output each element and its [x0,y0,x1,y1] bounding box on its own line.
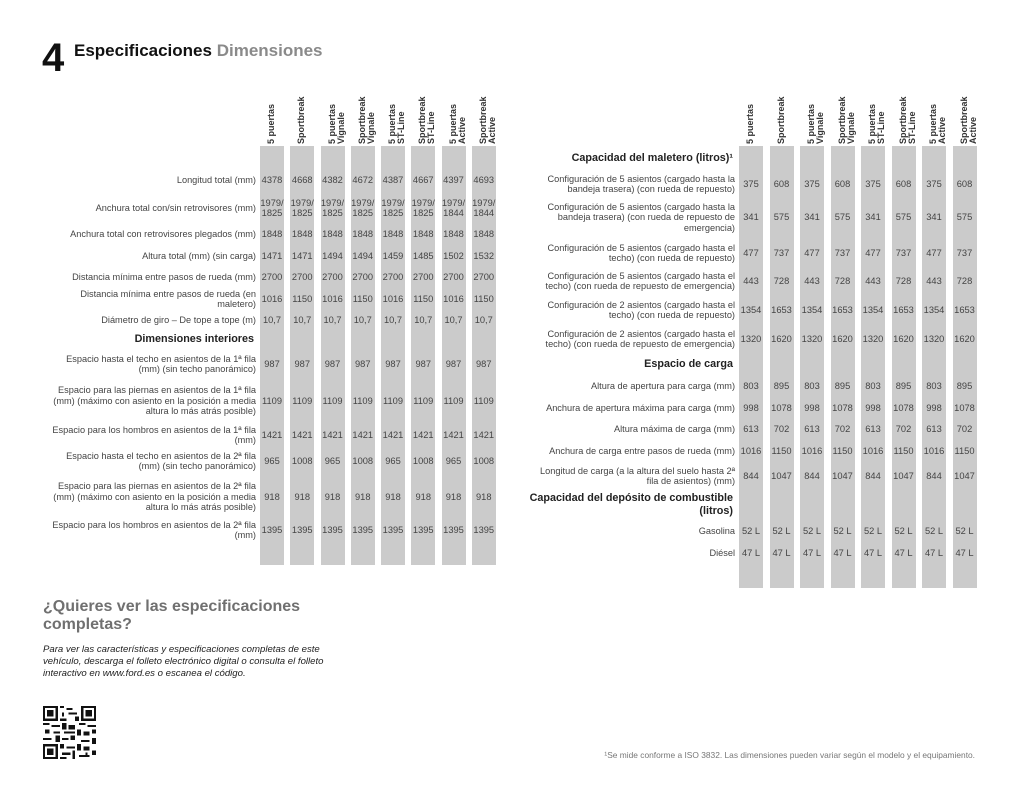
table-cell: 918 [415,491,431,502]
table-cell: 844 [926,470,942,481]
row-label: Diámetro de giro – De tope a tope (m) [101,314,256,325]
table-cell: 52 L [894,525,913,536]
column-header-label: Sportbreak Active [477,96,497,144]
table-cell: 47 L [772,547,791,558]
table-row [0,269,1020,293]
table-row [0,298,1020,322]
table-cell: 341 [804,212,820,223]
row-label: Altura de apertura para carga (mm) [591,380,735,391]
table-cell: 1008 [473,455,495,466]
table-cell: 1016 [801,445,823,456]
row-label: Espacio hasta el techo en asientos de la 1ª fila (mm) (sin techo panorámico) [66,353,256,374]
table-cell: 1320 [862,333,884,344]
table-cell: 1150 [832,445,853,456]
table-cell: 895 [834,380,851,391]
table-cell: 1979/ 1825 [320,197,345,218]
table-cell: 4668 [291,174,313,185]
table-cell: 728 [834,275,851,286]
table-cell: 613 [743,423,759,434]
table-cell: 728 [773,275,790,286]
section-heading: Capacidad del depósito de combustible (litros) [529,492,733,517]
table-cell: 1047 [893,470,914,481]
table-cell: 10,7 [353,314,372,325]
column-header-right-7 [922,84,952,144]
table-cell: 1620 [832,333,853,344]
table-cell: 477 [865,247,881,258]
table-cell: 737 [895,247,912,258]
table-cell: 375 [926,178,942,189]
table-cell: 1150 [292,293,313,304]
table-cell: 608 [773,178,790,189]
table-cell: 1150 [954,445,975,456]
row-label: Longitud total (mm) [176,174,256,185]
table-cell: 1109 [413,395,434,406]
row-label: Espacio para los hombros en asientos de la 2ª fila (mm) [52,519,256,540]
table-cell: 1016 [443,293,464,304]
table-cell: 477 [926,247,942,258]
column-header-right-3 [800,84,830,144]
footnote: ¹Se mide conforme a ISO 3832. Las dimensiones pueden variar según el modelo y el equipamiento. [604,750,975,760]
table-cell: 987 [415,358,431,369]
table-cell: 1150 [771,445,792,456]
table-cell: 1016 [923,445,945,456]
table-cell: 477 [804,247,820,258]
table-cell: 1979/ 1825 [260,197,284,218]
table-cell: 1150 [473,293,494,304]
table-cell: 52 L [802,525,822,536]
table-cell: 52 L [772,525,791,536]
table-row [0,241,1020,265]
column-header-label: 5 puertas Vignale [326,103,346,144]
table-cell: 2700 [291,271,313,282]
table-cell: 10,7 [293,314,312,325]
table-cell: 1078 [954,402,975,413]
table-cell: 52 L [924,525,944,536]
table-cell: 998 [865,402,881,413]
table-cell: 1471 [291,250,313,261]
table-cell: 844 [743,470,759,481]
table-cell: 4397 [443,174,464,185]
table-cell: 1395 [382,524,404,535]
table-cell: 1979/ 1825 [381,197,405,218]
column-header-label: 5 puertas ST-Line [867,103,886,144]
row-label: Espacio para los hombros en asientos de la 1ª fila (mm) [52,424,256,445]
row-label: Altura total (mm) (sin carga) [142,250,256,261]
table-cell: 341 [743,212,759,223]
table-cell: 608 [895,178,912,189]
table-cell: 987 [475,358,492,369]
column-header-label: 5 puertas Active [447,103,467,144]
column-header-label: Sportbreak ST-Line [897,96,917,144]
promo-heading: ¿Quieres ver las especificaciones completas? [43,598,301,633]
table-cell: 803 [865,380,881,391]
table-cell: 1150 [893,445,914,456]
title-bold: Especificaciones [74,41,212,60]
table-cell: 1320 [923,333,945,344]
table-cell: 341 [865,212,881,223]
section-heading: Dimensiones interiores [134,333,254,345]
table-cell: 1848 [473,228,495,239]
table-cell: 737 [773,247,790,258]
table-cell: 1421 [473,429,495,440]
table-cell: 10,7 [474,314,493,325]
table-cell: 1078 [832,402,853,413]
table-cell: 1109 [473,395,494,406]
table-cell: 987 [324,358,341,369]
table-cell: 1016 [862,445,884,456]
table-cell: 987 [354,358,371,369]
table-cell: 1421 [352,429,374,440]
row-label: Altura máxima de carga (mm) [614,423,735,434]
column-header-label: 5 puertas Active [928,103,947,144]
table-cell: 1395 [291,524,313,535]
column-header-label: Sportbreak Active [958,96,978,144]
table-cell: 1848 [443,228,464,239]
row-label: Configuración de 2 asientos (cargado hasta el techo) (con rueda de repuesto) [547,299,735,320]
table-cell: 575 [773,212,790,223]
table-row [0,172,1020,196]
row-label: Longitud de carga (a la altura del suelo hasta 2ª fila de asientos) (mm) [540,465,735,486]
column-header-label: Sportbreak Vignale [836,96,856,144]
table-cell: 702 [895,423,912,434]
table-cell: 1016 [322,293,343,304]
table-cell: 608 [834,178,851,189]
table-cell: 4672 [352,174,374,185]
table-cell: 1502 [443,250,464,261]
table-cell: 1494 [322,250,343,261]
table-cell: 1395 [322,524,343,535]
table-cell: 965 [324,455,341,466]
table-cell: 918 [294,491,310,502]
table-cell: 728 [895,275,912,286]
table-cell: 918 [324,491,341,502]
table-cell: 1653 [893,304,914,315]
table-cell: 1494 [352,250,374,261]
table-cell: 10,7 [262,314,282,325]
column-header-right-4 [831,84,861,144]
table-cell: 1485 [412,250,434,261]
table-cell: 47 L [863,547,883,558]
table-cell: 10,7 [414,314,433,325]
table-cell: 1979/ 1844 [441,197,466,218]
table-cell: 1109 [262,395,282,406]
row-label: Espacio para las piernas en asientos de la 1ª fila (mm) (máximo con asiento en la posición a media altura lo más atrás posible) [53,385,256,417]
table-cell: 47 L [833,547,852,558]
table-cell: 844 [804,470,820,481]
row-label: Configuración de 5 asientos (cargado hasta el techo) (con rueda de repuesto de emergencia) [545,270,735,291]
chapter-number: 4 [42,36,65,80]
table-cell: 575 [895,212,912,223]
table-cell: 918 [264,491,280,502]
table-cell: 52 L [863,525,883,536]
column-header-label: 5 puertas [266,103,276,144]
table-cell: 443 [865,275,881,286]
table-cell: 2700 [473,271,495,282]
table-cell: 443 [743,275,759,286]
table-cell: 443 [804,275,820,286]
table-cell: 803 [926,380,942,391]
table-cell: 702 [773,423,790,434]
table-cell: 1008 [412,455,434,466]
row-label: Anchura de carga entre pasos de rueda (mm) [549,445,735,456]
table-cell: 2700 [412,271,434,282]
table-cell: 1848 [352,228,374,239]
table-cell: 52 L [741,525,761,536]
table-cell: 895 [895,380,912,391]
table-cell: 477 [743,247,759,258]
row-label: Distancia mínima entre pasos de rueda (en maletero) [80,288,256,309]
table-cell: 4378 [261,174,283,185]
table-cell: 965 [385,455,401,466]
table-cell: 1653 [771,304,792,315]
table-cell: 1620 [954,333,975,344]
table-cell: 965 [445,455,462,466]
table-row [0,200,1020,235]
table-cell: 844 [865,470,881,481]
table-cell: 1008 [291,455,313,466]
table-cell: 1016 [740,445,762,456]
table-cell: 1320 [740,333,762,344]
table-cell: 375 [804,178,820,189]
qr-code-icon[interactable] [43,706,96,759]
table-cell: 1979/ 1825 [290,197,314,218]
table-cell: 965 [264,455,280,466]
table-cell: 1979/ 1844 [472,197,496,218]
table-row [0,399,1020,417]
table-cell: 2700 [322,271,343,282]
table-cell: 1354 [923,304,945,315]
table-cell: 1078 [893,402,914,413]
table-cell: 1848 [412,228,434,239]
row-label: Anchura total con/sin retrovisores (mm) [95,202,256,213]
table-cell: 1354 [740,304,762,315]
row-label: Configuración de 5 asientos (cargado hasta la bandeja trasera) (con rueda de repuesto) [547,173,735,194]
table-cell: 4667 [412,174,434,185]
column-header-right-2 [770,84,800,144]
table-cell: 1421 [291,429,313,440]
column-header-right-1 [739,84,769,144]
column-header-label: 5 puertas [745,103,755,144]
table-cell: 987 [385,358,401,369]
table-cell: 737 [834,247,851,258]
table-cell: 1848 [261,228,283,239]
table-cell: 47 L [894,547,913,558]
table-cell: 918 [475,491,492,502]
table-cell: 1150 [413,293,434,304]
table-cell: 10,7 [323,314,342,325]
table-cell: 1150 [352,293,373,304]
table-cell: 1016 [261,293,283,304]
table-cell: 1395 [412,524,434,535]
row-label: Configuración de 5 asientos (cargado hasta la bandeja trasera) (con rueda de repuesto de emergencia) [547,201,735,233]
table-cell: 47 L [741,547,761,558]
table-cell: 1471 [261,250,283,261]
table-cell: 1109 [383,395,403,406]
table-cell: 998 [743,402,759,413]
table-cell: 1979/ 1825 [411,197,435,218]
table-cell: 1008 [352,455,374,466]
table-cell: 1395 [443,524,464,535]
table-cell: 1109 [443,395,464,406]
section-heading: Espacio de carga [644,358,733,370]
table-row [0,420,1020,438]
table-cell: 1320 [801,333,823,344]
table-cell: 2700 [352,271,374,282]
table-cell: 608 [956,178,973,189]
row-label: Anchura de apertura máxima para carga (mm) [546,402,735,413]
table-cell: 4382 [322,174,343,185]
table-cell: 1016 [382,293,404,304]
table-cell: 918 [354,491,371,502]
table-cell: 4693 [473,174,495,185]
table-cell: 10,7 [383,314,403,325]
column-header-right-6 [892,84,922,144]
table-cell: 1421 [382,429,404,440]
table-cell: 895 [956,380,973,391]
row-label: Diésel [709,547,735,558]
column-header-label: 5 puertas Vignale [806,103,825,144]
table-cell: 443 [926,275,942,286]
table-cell: 47 L [955,547,974,558]
table-cell: 2700 [443,271,464,282]
column-header-right-8 [953,84,983,144]
column-header-right-5 [861,84,891,144]
table-cell: 575 [834,212,851,223]
table-cell: 998 [804,402,820,413]
table-cell: 918 [445,491,462,502]
table-cell: 918 [385,491,401,502]
table-cell: 1848 [382,228,404,239]
row-label: Gasolina [698,525,735,536]
table-cell: 1047 [832,470,853,481]
table-cell: 1421 [412,429,434,440]
table-cell: 1532 [473,250,495,261]
table-cell: 1395 [473,524,495,535]
section-heading: Capacidad del maletero (litros)¹ [571,152,733,164]
table-cell: 895 [773,380,790,391]
table-cell: 1848 [322,228,343,239]
table-cell: 375 [865,178,881,189]
table-cell: 1354 [862,304,884,315]
table-cell: 375 [743,178,759,189]
table-cell: 2700 [382,271,404,282]
table-row [0,327,1020,351]
table-cell: 1395 [352,524,374,535]
title-light: Dimensiones [216,41,323,60]
table-cell: 1078 [771,402,792,413]
table-cell: 1653 [832,304,853,315]
table-cell: 1459 [382,250,404,261]
table-row [0,544,1020,562]
table-cell: 702 [956,423,973,434]
table-cell: 1620 [771,333,792,344]
table-cell: 702 [834,423,851,434]
row-label: Configuración de 2 asientos (cargado hasta el techo) (con rueda de repuesto de emergencia) [545,328,735,349]
table-cell: 1354 [801,304,823,315]
column-header-label: 5 puertas ST-Line [387,103,406,144]
table-cell: 52 L [955,525,974,536]
table-cell: 52 L [833,525,852,536]
table-cell: 1109 [292,395,313,406]
table-cell: 613 [865,423,881,434]
table-cell: 987 [264,358,280,369]
column-header-label: Sportbreak ST-Line [417,96,437,144]
table-cell: 1109 [322,395,343,406]
table-cell: 341 [926,212,942,223]
table-cell: 1047 [954,470,975,481]
table-cell: 998 [926,402,942,413]
row-label: Distancia mínima entre pasos de rueda (mm) [72,271,256,282]
table-cell: 803 [743,380,759,391]
table-row [0,464,1020,488]
table-cell: 803 [804,380,820,391]
table-cell: 737 [956,247,973,258]
table-cell: 1620 [893,333,914,344]
table-cell: 987 [445,358,462,369]
promo-text: Para ver las características y especificaciones completas de este vehículo, descarga el folleto electrónico digital o consulta el folleto interactivo en www.ford.es o escanea el código. [43,644,324,679]
table-cell: 1848 [291,228,313,239]
table-cell: 1421 [261,429,283,440]
table-cell: 1653 [954,304,975,315]
table-cell: 47 L [802,547,822,558]
table-row [0,522,1020,540]
table-cell: 1047 [771,470,792,481]
table-cell: 1421 [443,429,464,440]
table-cell: 1979/ 1825 [351,197,375,218]
table-cell: 1395 [261,524,283,535]
table-cell: 2700 [261,271,283,282]
table-row [0,442,1020,460]
row-label: Espacio para las piernas en asientos de la 2ª fila (mm) (máximo con asiento en la posición a media altura lo más atrás posible) [53,481,256,513]
table-cell: 10,7 [444,314,463,325]
column-header-label: Sportbreak [775,96,786,144]
row-label: Espacio hasta el techo en asientos de la 2ª fila (mm) (sin techo panorámico) [66,450,256,471]
column-header-label: Sportbreak [296,96,307,144]
table-cell: 575 [956,212,973,223]
table-cell: 728 [956,275,973,286]
table-cell: 613 [804,423,820,434]
row-label: Configuración de 5 asientos (cargado hasta el techo) (con rueda de repuesto) [547,242,735,263]
table-cell: 47 L [924,547,944,558]
table-cell: 1109 [352,395,373,406]
table-cell: 987 [294,358,310,369]
table-cell: 1421 [322,429,343,440]
column-header-label: Sportbreak Vignale [356,96,376,144]
row-label: Anchura total con retrovisores plegados (mm) [70,228,256,239]
table-cell: 613 [926,423,942,434]
table-cell: 4387 [382,174,404,185]
table-row [0,377,1020,395]
